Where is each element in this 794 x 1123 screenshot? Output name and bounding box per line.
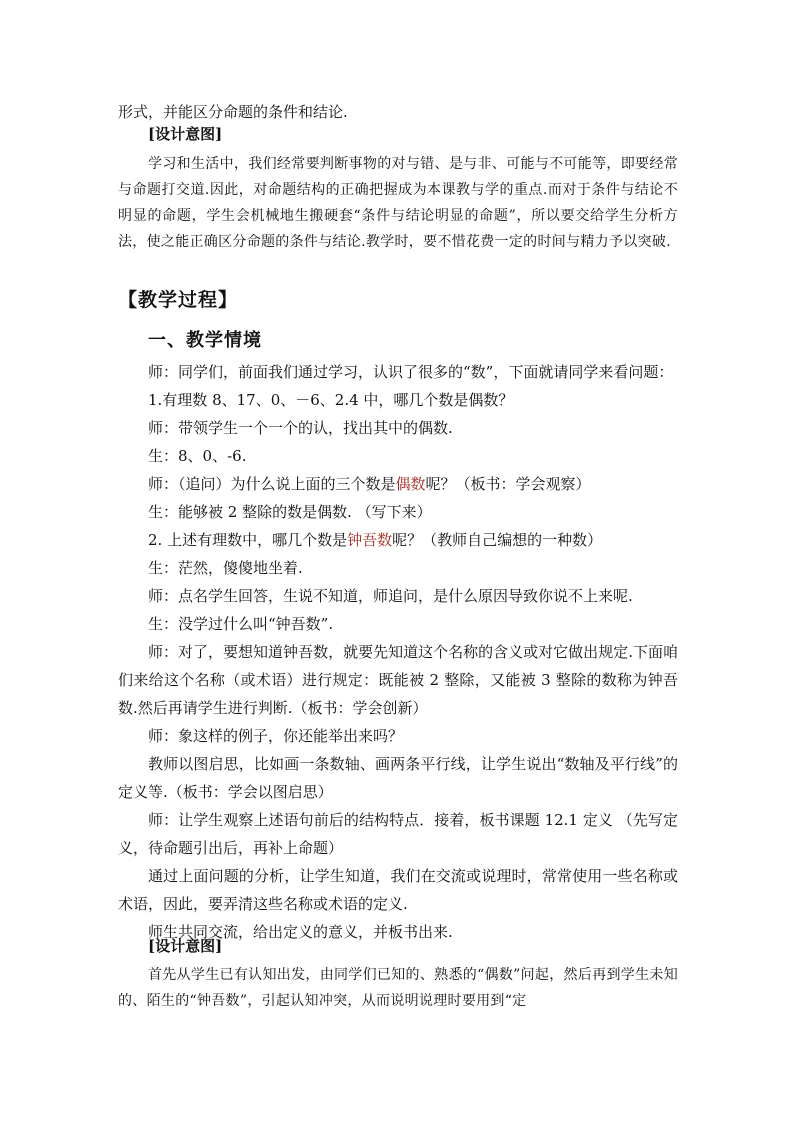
dialogue-line: 教师以图启思，比如画一条数轴、画两条平行线，让学生说出“数轴及平行线”的定义等.（板书：学会以图启思） — [118, 755, 678, 801]
dialogue-line: 师生共同交流，给出定义的意义，并板书出来. — [148, 923, 453, 941]
dialogue-line: 生：茫然，傻傻地坐着. — [148, 559, 303, 577]
dialogue-line: 生：能够被 2 整除的数是偶数. （写下来） — [148, 503, 432, 521]
dialogue-line: 师：让学生观察上述语句前后的结构特点．接着，板书课题 12.1 定义 （先写定义，待命题引出后，再补上命题） — [118, 811, 678, 857]
highlighted-term: 偶数 — [395, 475, 426, 493]
text-segment: 师：（追问）为什么说上面的三个数是 — [148, 475, 396, 493]
paragraph-objective-end: 形式，并能区分命题的条件和结论. — [118, 103, 348, 121]
dialogue-line: 通过上面问题的分析，让学生知道，我们在交流或说理时，常常使用一些名称或术语，因此，要弄清这些名称或术语的定义. — [118, 867, 678, 913]
question-1: 1.有理数 8、17、0、－6、2.4 中，哪几个数是偶数？ — [148, 391, 514, 409]
question-2 — [118, 526, 678, 554]
dialogue-line: 师：同学们，前面我们通过学习，认识了很多的“数”，下面就请同学来看问题： — [148, 363, 674, 381]
design-intent-label: [设计意图] — [148, 125, 223, 143]
design-intent-text-2: 首先从学生已有认知出发，由同学们已知的、熟悉的“偶数”问起，然后再到学生未知的、陌生的“钟吾数”，引起认知冲突，从而说明说理时要用到“定 — [118, 967, 678, 1009]
dialogue-line: 师：象这样的例子，你还能举出来吗？ — [148, 727, 404, 745]
text-segment: 呢？（教师自己编想的一种数） — [392, 531, 603, 549]
design-intent-label-2: [设计意图] — [148, 937, 223, 955]
section-heading-situation: 一、教学情境 — [148, 330, 262, 351]
design-intent-text: 学习和生活中，我们经常要判断事物的对与错、是与非、可能与不可能等，即要经常与命题打交道.因此，对命题结构的正确把握成为本课教与学的重点.而对于条件与结论不明显的命题，学生会机械地生搬硬套“条件与结论明显的命题”，所以要交给学生分析方法，使之能正确区分命题的条件与结论.教学时，要不惜花费一定的时间与精力予以突破. — [118, 156, 678, 250]
text-segment: 呢？（板书：学会观察） — [425, 475, 591, 493]
dialogue-line: 生：没学过什么叫“钟吾数”. — [148, 615, 334, 633]
dialogue-line: 师：点名学生回答，生说不知道，师追问，是什么原因导致你说不上来呢. — [148, 587, 633, 605]
highlighted-term: 钟吾数 — [347, 531, 393, 549]
dialogue-line: 生：8、0、-6. — [148, 447, 247, 465]
dialogue-line — [118, 470, 678, 498]
text-segment: 2. 上述有理数中，哪几个数是 — [148, 531, 348, 549]
dialogue-line: 师：对了，要想知道钟吾数，就要先知道这个名称的含义或对它做出规定.下面咱们来给这个名称（或术语）进行规定：既能被 2 整除，又能被 3 整除的数称为钟吾数.然后再请学生进行判断.（板书：学会创新） — [118, 643, 678, 717]
dialogue-line: 师：带领学生一个一个的认，找出其中的偶数. — [148, 419, 453, 437]
dialogue-section — [118, 358, 678, 946]
section-heading-process: 【教学过程】 — [118, 289, 239, 311]
